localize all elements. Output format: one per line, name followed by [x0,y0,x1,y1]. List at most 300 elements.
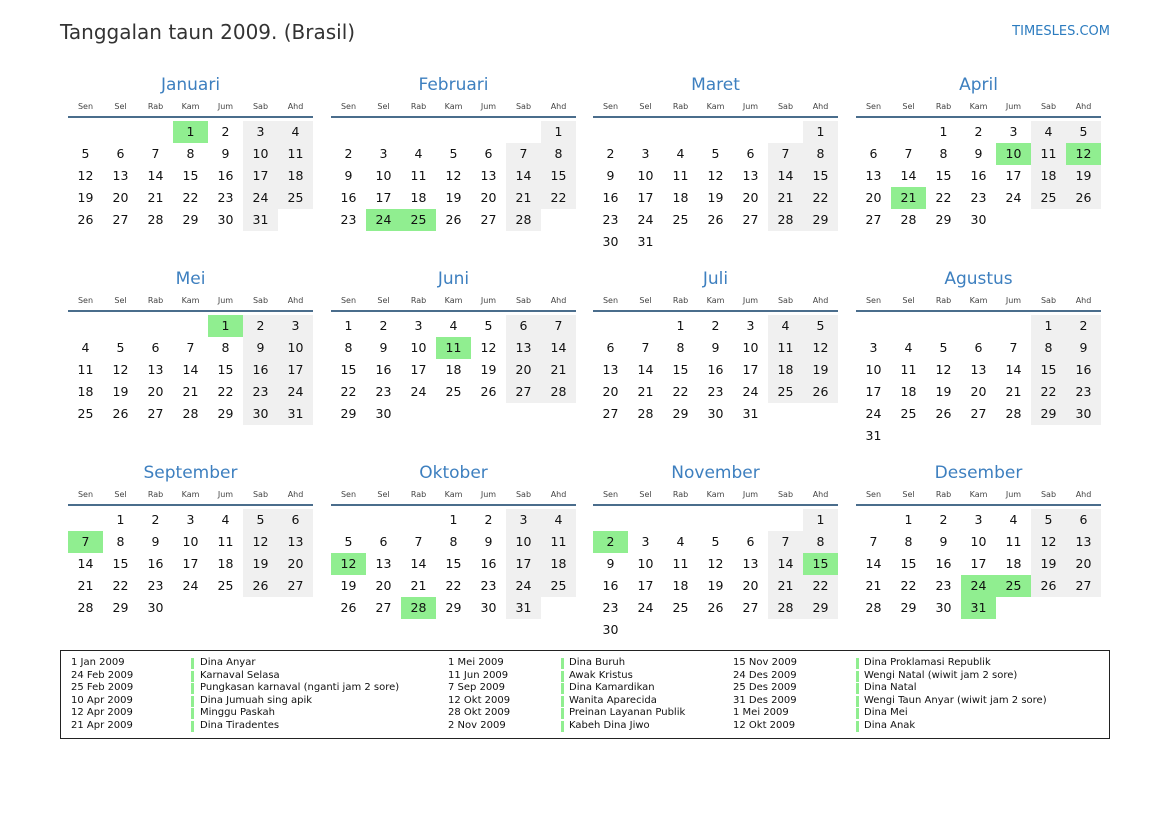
weekday-header: Sel [639,296,652,305]
day-cell: 2 [221,124,230,139]
day-cell: 14 [410,556,427,571]
day-cell: 18 [768,359,803,381]
weekday-header: Sel [639,102,652,111]
day-cell: 28 [768,209,803,231]
day-cell: 30 [707,406,724,421]
day-cell: 19 [243,553,278,575]
legend-holiday-name: Wanita Aparecida [569,694,657,706]
day-cell: 16 [1066,359,1101,381]
legend-marker [561,708,564,719]
day-cell: 9 [243,337,278,359]
day-cell: 19 [480,362,497,377]
day-cell: 7 [151,146,160,161]
day-cell: 19 [1066,165,1101,187]
day-cell: 5 [1066,121,1101,143]
day-cell: 30 [1066,403,1101,425]
day-cell: 12 [77,168,94,183]
month-title: Februari [418,75,489,95]
day-cell: 5 [449,146,458,161]
weekday-header: Jum [217,102,234,111]
weekday-header: Jum [217,296,234,305]
day-cell: 2 [606,146,615,161]
day-cell: 22 [900,578,917,593]
legend-date: 24 Des 2009 [733,669,797,681]
weekday-header: Kam [444,296,463,305]
day-cell: 21 [147,190,164,205]
legend-holiday-name: Dina Mei [864,707,908,719]
day-cell: 28 [637,406,654,421]
weekday-header: Ahd [812,102,829,111]
weekday-header: Sen [865,296,882,305]
legend-marker [856,658,859,669]
day-cell: 2 [711,318,720,333]
day-cell: 10 [182,534,199,549]
day-cell: 29 [803,209,838,231]
day-cell: 16 [147,556,164,571]
legend-marker [191,721,194,732]
weekday-header: Rab [672,102,689,111]
day-cell: 1 [676,318,685,333]
legend-marker [191,658,194,669]
legend-marker [561,721,564,732]
day-cell: 11 [77,362,94,377]
day-cell: 7 [641,340,650,355]
day-cell: 21 [77,578,94,593]
weekday-header: Jum [480,296,497,305]
legend-holiday-name: Dina Natal [864,682,917,694]
day-cell: 22 [541,187,576,209]
legend-holiday-name: Karnaval Selasa [200,669,280,681]
holiday-day-cell: 2 [593,531,628,553]
weekday-header: Sel [377,296,390,305]
legend-marker [561,671,564,682]
day-cell: 26 [445,212,462,227]
day-cell: 1 [904,512,913,527]
weekday-header: Sen [77,490,94,499]
day-cell: 26 [707,212,724,227]
day-cell: 21 [541,359,576,381]
day-cell: 1 [344,318,353,333]
day-cell: 26 [803,381,838,403]
day-cell: 21 [506,187,541,209]
legend-marker [561,683,564,694]
day-cell: 21 [637,384,654,399]
day-cell: 24 [506,575,541,597]
legend-holiday-name: Wengi Natal (wiwit jam 2 sore) [864,669,1018,681]
holiday-day-cell: 31 [961,597,996,619]
day-cell: 17 [865,384,882,399]
day-cell: 18 [77,384,94,399]
weekday-header: Rab [935,296,952,305]
legend-holiday-name: Dina Anyar [200,657,256,668]
day-cell: 18 [1005,556,1022,571]
day-cell: 30 [935,600,952,615]
month-title: Juni [437,269,470,289]
holiday-day-cell: 11 [436,337,471,359]
holiday-day-cell: 21 [891,187,926,209]
weekday-header: Sen [77,296,94,305]
day-cell: 28 [182,406,199,421]
day-cell: 23 [147,578,164,593]
day-cell: 14 [182,362,199,377]
weekday-header: Kam [444,102,463,111]
day-cell: 10 [637,168,654,183]
holiday-day-cell: 24 [961,575,996,597]
legend-date: 31 Des 2009 [733,694,797,706]
day-cell: 9 [606,168,615,183]
day-cell: 12 [1031,531,1066,553]
weekday-header: Ahd [1075,490,1092,499]
header-rule [856,310,1101,312]
legend-date: 25 Feb 2009 [71,682,134,694]
weekday-header: Sen [865,490,882,499]
legend-holiday-name: Dina Kamardikan [569,682,655,694]
holiday-day-cell: 25 [401,209,436,231]
weekday-header: Kam [969,490,988,499]
day-cell: 16 [602,578,619,593]
weekday-header: Sen [602,296,619,305]
header-rule [593,504,838,506]
day-cell: 13 [112,168,129,183]
day-cell: 25 [278,187,313,209]
weekday-header: Sab [777,296,794,305]
legend-holiday-name: Minggu Paskah [200,707,275,719]
holiday-day-cell: 1 [208,315,243,337]
day-cell: 17 [637,190,654,205]
weekday-header: Jum [1005,296,1022,305]
day-cell: 19 [445,190,462,205]
day-cell: 26 [112,406,129,421]
day-cell: 12 [243,531,278,553]
day-cell: 20 [742,190,759,205]
day-cell: 8 [676,340,685,355]
day-cell: 3 [506,509,541,531]
legend-marker [191,696,194,707]
day-cell: 6 [278,509,313,531]
day-cell: 29 [182,212,199,227]
day-cell: 24 [410,384,427,399]
day-cell: 29 [340,406,357,421]
day-cell: 28 [900,212,917,227]
day-cell: 24 [865,406,882,421]
weekday-header: Ahd [812,490,829,499]
day-cell: 28 [865,600,882,615]
day-cell: 4 [904,340,913,355]
legend-date: 12 Okt 2009 [733,720,796,731]
day-cell: 29 [1031,403,1066,425]
day-cell: 9 [1066,337,1101,359]
day-cell: 15 [445,556,462,571]
legend-date: 1 Mei 2009 [448,657,504,668]
weekday-header: Sel [902,102,915,111]
day-cell: 7 [506,143,541,165]
day-cell: 24 [1005,190,1022,205]
day-cell: 6 [974,340,983,355]
header-rule [68,504,313,506]
day-cell: 17 [243,165,278,187]
day-cell: 21 [410,578,427,593]
day-cell: 9 [711,340,720,355]
day-cell: 29 [900,600,917,615]
day-cell: 14 [768,165,803,187]
day-cell: 12 [707,556,724,571]
day-cell: 17 [970,556,987,571]
legend-date: 12 Okt 2009 [448,694,511,706]
day-cell: 3 [1009,124,1018,139]
legend-marker [191,671,194,682]
day-cell: 14 [768,553,803,575]
day-cell: 24 [182,578,199,593]
day-cell: 3 [186,512,195,527]
day-cell: 2 [243,315,278,337]
day-cell: 25 [768,381,803,403]
weekday-header: Kam [181,102,200,111]
day-cell: 14 [637,362,654,377]
day-cell: 23 [480,578,497,593]
day-cell: 26 [935,406,952,421]
legend-holiday-name: Awak Kristus [569,669,633,681]
day-cell: 4 [449,318,458,333]
day-cell: 27 [742,600,759,615]
day-cell: 11 [217,534,234,549]
day-cell: 28 [147,212,164,227]
day-cell: 15 [112,556,129,571]
legend-holiday-name: Kabeh Dina Jiwo [569,720,650,731]
day-cell: 18 [217,556,234,571]
day-cell: 27 [278,575,313,597]
day-cell: 25 [217,578,234,593]
day-cell: 14 [506,165,541,187]
day-cell: 15 [340,362,357,377]
day-cell: 5 [484,318,493,333]
day-cell: 7 [869,534,878,549]
day-cell: 7 [186,340,195,355]
header-rule [331,310,576,312]
weekday-header: Kam [444,490,463,499]
day-cell: 10 [506,531,541,553]
day-cell: 19 [935,384,952,399]
weekday-header: Rab [410,490,427,499]
weekday-header: Sel [114,296,127,305]
weekday-header: Sab [515,296,532,305]
day-cell: 10 [278,337,313,359]
day-cell: 27 [865,212,882,227]
day-cell: 2 [974,124,983,139]
weekday-header: Sen [77,102,94,111]
day-cell: 2 [939,512,948,527]
day-cell: 31 [742,406,759,421]
day-cell: 26 [1031,575,1066,597]
day-cell: 10 [970,534,987,549]
day-cell: 29 [112,600,129,615]
weekday-header: Ahd [1075,296,1092,305]
weekday-header: Sel [114,490,127,499]
weekday-header: Sab [1040,296,1057,305]
legend-date: 1 Jan 2009 [71,657,125,668]
day-cell: 26 [1066,187,1101,209]
day-cell: 13 [970,362,987,377]
weekday-header: Sen [340,102,357,111]
weekday-header: Rab [935,490,952,499]
day-cell: 14 [900,168,917,183]
weekday-header: Sab [777,490,794,499]
day-cell: 6 [484,146,493,161]
legend-holiday-name: Dina Anak [864,720,916,731]
weekday-header: Sel [377,102,390,111]
weekday-header: Sab [515,102,532,111]
legend-date: 25 Des 2009 [733,682,797,694]
day-cell: 6 [379,534,388,549]
weekday-header: Sel [377,490,390,499]
day-cell: 16 [217,168,234,183]
day-cell: 25 [1031,187,1066,209]
header-rule [856,116,1101,118]
weekday-header: Sab [777,102,794,111]
day-cell: 22 [182,190,199,205]
month-title: November [671,463,760,483]
day-cell: 23 [217,190,234,205]
header-rule [68,116,313,118]
day-cell: 1 [939,124,948,139]
day-cell: 23 [340,212,357,227]
day-cell: 21 [865,578,882,593]
day-cell: 2 [484,512,493,527]
day-cell: 28 [506,209,541,231]
day-cell: 10 [375,168,392,183]
weekday-header: Rab [147,296,164,305]
day-cell: 23 [243,381,278,403]
day-cell: 13 [1066,531,1101,553]
day-cell: 6 [869,146,878,161]
day-cell: 10 [865,362,882,377]
day-cell: 17 [278,359,313,381]
weekday-header: Sab [252,296,269,305]
brand-link[interactable]: TIMESLES.COM [1012,24,1110,39]
day-cell: 20 [1066,553,1101,575]
day-cell: 7 [1009,340,1018,355]
day-cell: 25 [445,384,462,399]
legend-marker [191,708,194,719]
day-cell: 5 [939,340,948,355]
day-cell: 4 [81,340,90,355]
day-cell: 14 [77,556,94,571]
legend-marker [191,683,194,694]
day-cell: 28 [1005,406,1022,421]
day-cell: 25 [672,212,689,227]
month-title: Agustus [944,269,1013,289]
day-cell: 9 [484,534,493,549]
weekday-header: Rab [672,296,689,305]
holiday-legend [60,650,1110,739]
day-cell: 5 [243,509,278,531]
day-cell: 24 [243,187,278,209]
weekday-header: Jum [480,490,497,499]
day-cell: 18 [410,190,427,205]
day-cell: 21 [1005,384,1022,399]
day-cell: 7 [541,315,576,337]
weekday-header: Sab [515,490,532,499]
weekday-header: Rab [410,102,427,111]
day-cell: 8 [116,534,125,549]
day-cell: 20 [147,384,164,399]
day-cell: 4 [1009,512,1018,527]
day-cell: 8 [186,146,195,161]
day-cell: 22 [340,384,357,399]
legend-date: 10 Apr 2009 [71,694,133,706]
day-cell: 7 [768,143,803,165]
day-cell: 2 [1066,315,1101,337]
day-cell: 30 [602,622,619,637]
day-cell: 23 [1066,381,1101,403]
day-cell: 8 [803,143,838,165]
day-cell: 15 [672,362,689,377]
legend-date: 1 Mei 2009 [733,707,789,719]
month-title: Maret [691,75,740,95]
day-cell: 9 [974,146,983,161]
day-cell: 16 [243,359,278,381]
day-cell: 23 [707,384,724,399]
day-cell: 12 [112,362,129,377]
weekday-header: Ahd [1075,102,1092,111]
weekday-header: Sel [639,490,652,499]
day-cell: 23 [935,578,952,593]
weekday-header: Kam [969,102,988,111]
day-cell: 19 [707,190,724,205]
header-rule [593,310,838,312]
weekday-header: Sab [1040,102,1057,111]
legend-date: 15 Nov 2009 [733,657,798,668]
weekday-header: Sel [114,102,127,111]
day-cell: 16 [375,362,392,377]
day-cell: 1 [116,512,125,527]
day-cell: 6 [746,534,755,549]
weekday-header: Rab [672,490,689,499]
day-cell: 19 [707,578,724,593]
weekday-header: Jum [480,102,497,111]
weekday-header: Kam [706,296,725,305]
day-cell: 5 [711,534,720,549]
day-cell: 29 [672,406,689,421]
weekday-header: Jum [742,296,759,305]
day-cell: 18 [900,384,917,399]
day-cell: 3 [641,146,650,161]
day-cell: 11 [1005,534,1022,549]
day-cell: 2 [344,146,353,161]
legend-date: 11 Jun 2009 [448,669,509,681]
day-cell: 13 [865,168,882,183]
day-cell: 16 [480,556,497,571]
day-cell: 2 [151,512,160,527]
day-cell: 6 [606,340,615,355]
day-cell: 3 [869,340,878,355]
day-cell: 13 [506,337,541,359]
header-rule [331,116,576,118]
day-cell: 11 [278,143,313,165]
day-cell: 31 [278,403,313,425]
day-cell: 21 [182,384,199,399]
day-cell: 26 [707,600,724,615]
day-cell: 22 [112,578,129,593]
day-cell: 3 [746,318,755,333]
page-title: Tanggalan taun 2009. (Brasil) [60,20,356,44]
day-cell: 12 [480,340,497,355]
day-cell: 4 [221,512,230,527]
weekday-header: Kam [969,296,988,305]
day-cell: 4 [414,146,423,161]
weekday-header: Rab [935,102,952,111]
day-cell: 11 [768,337,803,359]
day-cell: 22 [803,575,838,597]
